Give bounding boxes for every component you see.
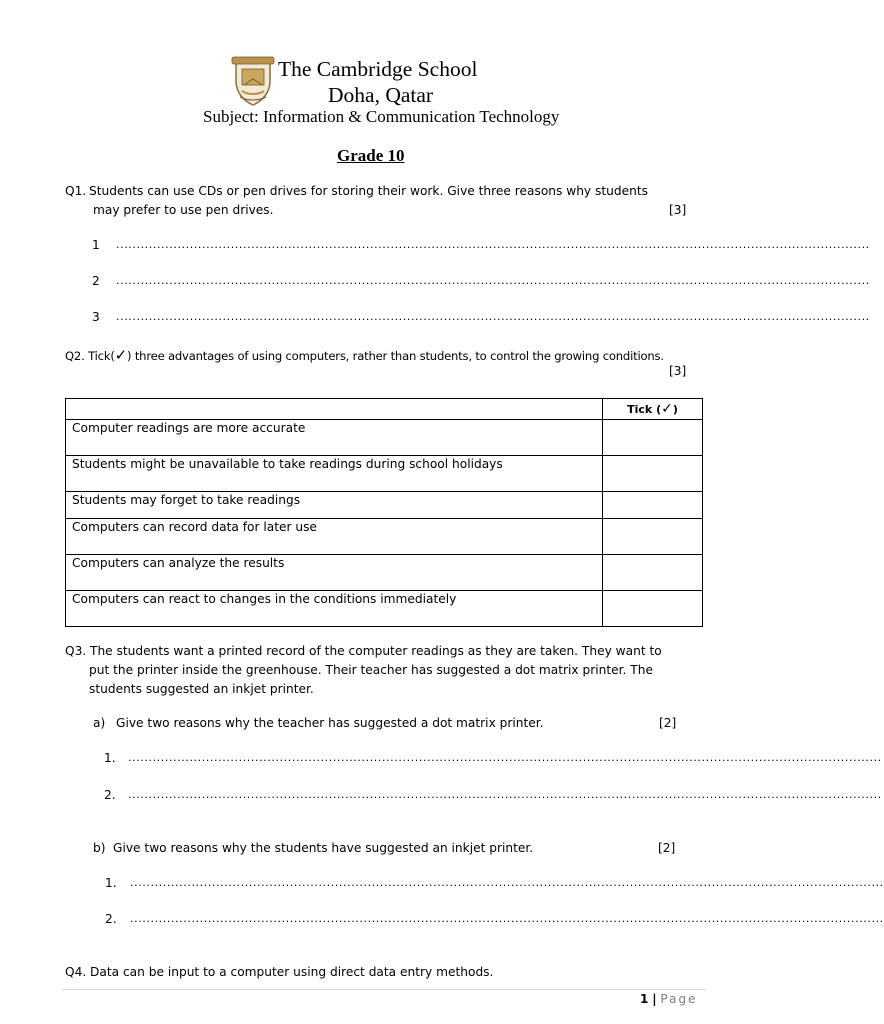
q3b-marks: [2] — [658, 841, 676, 855]
q3a-answer-line-2[interactable]: ........................................................................................................................................................................................ — [128, 788, 882, 801]
tick-table-header — [66, 399, 703, 420]
row-statement: Computers can analyze the results — [66, 555, 603, 591]
header-blank-cell — [66, 399, 603, 420]
page-number: 1 — [640, 992, 649, 1006]
row-statement: Computer readings are more accurate — [66, 420, 603, 456]
tick-box[interactable] — [603, 555, 703, 591]
tick-header-pre: Tick ( — [627, 403, 662, 416]
q2-question — [65, 346, 664, 364]
q1-marks: [3] — [669, 203, 687, 217]
tick-box[interactable] — [603, 591, 703, 627]
q3a-text: Give two reasons why the teacher has suggested a dot matrix printer. — [116, 716, 544, 730]
q2-marks: [3] — [669, 364, 687, 378]
q3a-answer-line-1[interactable]: ........................................................................................................................................................................................ — [128, 751, 882, 764]
table-row — [66, 555, 703, 591]
q2-text: ) three advantages of using computers, rather than students, to control the growing conditions. — [127, 349, 664, 363]
tick-table — [65, 398, 703, 627]
school-crest-logo — [228, 55, 278, 107]
q3b-text: Give two reasons why the students have suggested an inkjet printer. — [113, 841, 534, 855]
tick-box[interactable] — [603, 492, 703, 519]
q3-line2: put the printer inside the greenhouse. Their teacher has suggested a dot matrix printer. The — [89, 663, 653, 677]
q4-text: Data can be input to a computer using direct data entry methods. — [90, 965, 494, 979]
row-statement: Computers can react to changes in the conditions immediately — [66, 591, 603, 627]
tick-header-post: ) — [672, 403, 678, 416]
q3-line1: The students want a printed record of the computer readings as they are taken. They want to — [90, 644, 662, 658]
q1-line1: Students can use CDs or pen drives for storing their work. Give three reasons why students — [89, 184, 648, 198]
table-row — [66, 456, 703, 492]
tick-box[interactable] — [603, 420, 703, 456]
q3b-answer-number: 2. — [105, 912, 117, 926]
check-icon: ✓ — [661, 401, 673, 417]
q1-answer-number: 2 — [92, 274, 100, 288]
school-name: The Cambridge School — [278, 57, 478, 81]
tick-box[interactable] — [603, 456, 703, 492]
q3a-label: a) — [93, 716, 106, 730]
page-word: Page — [660, 992, 698, 1006]
grade-heading: Grade 10 — [337, 146, 405, 165]
q1-answer-line-1[interactable]: ........................................................................................................................................................................................ — [116, 238, 870, 251]
table-row — [66, 591, 703, 627]
footer-divider — [62, 989, 706, 990]
q3b-answer-line-2[interactable]: ........................................................................................................................................................................................ — [130, 912, 884, 925]
tick-column-header — [603, 399, 703, 420]
row-statement: Students might be unavailable to take readings during school holidays — [66, 456, 603, 492]
q4-label: Q4. — [65, 965, 87, 979]
q2-pre: Tick( — [88, 349, 115, 363]
q1-answer-line-3[interactable]: ........................................................................................................................................................................................ — [116, 310, 870, 323]
table-row — [66, 420, 703, 456]
q3b-label: b) — [93, 841, 106, 855]
q1-answer-number: 1 — [92, 238, 100, 252]
q1-answer-number: 3 — [92, 310, 100, 324]
check-icon: ✓ — [114, 346, 128, 364]
page-separator: | — [652, 992, 657, 1006]
q3b-answer-line-1[interactable]: ........................................................................................................................................................................................ — [130, 876, 884, 889]
q1-answer-line-2[interactable]: ........................................................................................................................................................................................ — [116, 274, 870, 287]
row-statement: Students may forget to take readings — [66, 492, 603, 519]
q3-line3: students suggested an inkjet printer. — [89, 682, 314, 696]
q3-label: Q3. — [65, 644, 87, 658]
school-city: Doha, Qatar — [328, 83, 434, 107]
page-number-footer — [640, 992, 697, 1006]
table-row — [66, 519, 703, 555]
q3b-answer-number: 1. — [105, 876, 117, 890]
table-row — [66, 492, 703, 519]
q1-label: Q1. — [65, 184, 87, 198]
row-statement: Computers can record data for later use — [66, 519, 603, 555]
q3a-marks: [2] — [659, 716, 677, 730]
q3a-answer-number: 1. — [104, 751, 116, 765]
q3a-answer-number: 2. — [104, 788, 116, 802]
q2-label: Q2. — [65, 349, 85, 363]
tick-box[interactable] — [603, 519, 703, 555]
q1-line2: may prefer to use pen drives. — [93, 203, 274, 217]
subject-line: Subject: Information & Communication Technology — [203, 107, 560, 126]
